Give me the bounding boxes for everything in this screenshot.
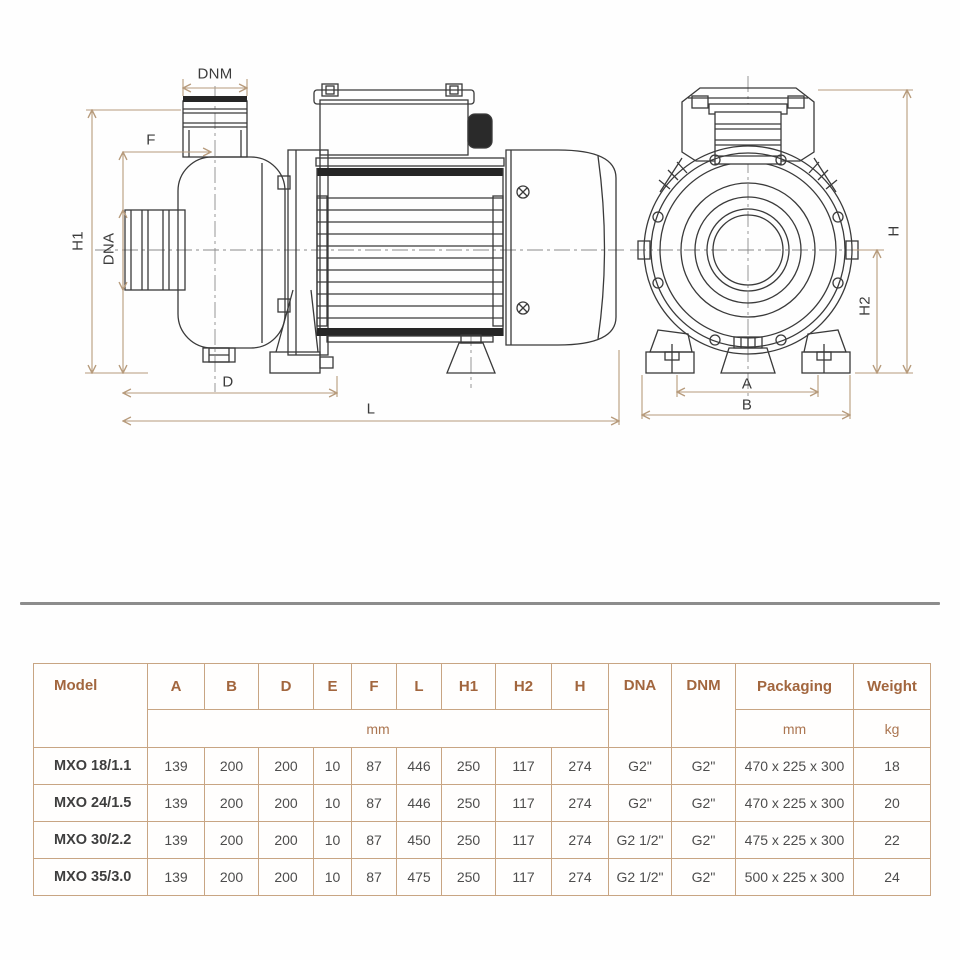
cell-packaging: 475 x 225 x 300	[736, 822, 854, 859]
col-header-a: A	[148, 664, 205, 710]
cell-weight: 18	[854, 748, 931, 785]
cell-d: 200	[259, 822, 314, 859]
cell-h: 274	[552, 748, 609, 785]
cell-dna: G2"	[609, 785, 672, 822]
col-header-model: Model	[34, 664, 148, 748]
cell-l: 450	[397, 822, 442, 859]
cell-d: 200	[259, 859, 314, 896]
cell-weight: 20	[854, 785, 931, 822]
cell-b: 200	[205, 748, 259, 785]
table-row	[34, 785, 931, 822]
cell-dna: G2 1/2"	[609, 822, 672, 859]
cell-l: 446	[397, 785, 442, 822]
cell-h2: 117	[496, 822, 552, 859]
pump-casing	[178, 157, 285, 362]
table-row	[34, 748, 931, 785]
cell-b: 200	[205, 822, 259, 859]
col-header-h2: H2	[496, 664, 552, 710]
section-divider	[20, 602, 940, 605]
side-view	[125, 84, 616, 373]
cell-dnm: G2"	[672, 859, 736, 896]
cell-h: 274	[552, 859, 609, 896]
col-header-d: D	[259, 664, 314, 710]
cell-h: 274	[552, 822, 609, 859]
dim-label-dnm: DNM	[197, 65, 233, 83]
cell-weight: 24	[854, 859, 931, 896]
cell-b: 200	[205, 785, 259, 822]
cell-model: MXO 35/3.0	[34, 859, 148, 896]
unit-dimensions: mm	[148, 710, 609, 748]
cell-f: 87	[352, 748, 397, 785]
dim-label-a: A	[741, 375, 753, 393]
cell-d: 200	[259, 748, 314, 785]
cell-dnm: G2"	[672, 785, 736, 822]
col-header-b: B	[205, 664, 259, 710]
cell-e: 10	[314, 785, 352, 822]
table-row	[34, 859, 931, 896]
cell-h1: 250	[442, 748, 496, 785]
cell-h1: 250	[442, 822, 496, 859]
cell-h2: 117	[496, 785, 552, 822]
cell-dnm: G2"	[672, 748, 736, 785]
dim-label-f: F	[146, 131, 156, 149]
dim-label-d: D	[222, 373, 234, 391]
cell-f: 87	[352, 859, 397, 896]
unit-packaging: mm	[736, 710, 854, 748]
table-row	[34, 822, 931, 859]
col-header-weight: Weight	[854, 664, 931, 710]
cell-model: MXO 30/2.2	[34, 822, 148, 859]
col-header-h: H	[552, 664, 609, 710]
col-header-packaging: Packaging	[736, 664, 854, 710]
dim-label-h2: H2	[856, 296, 874, 316]
cell-h2: 117	[496, 859, 552, 896]
cell-model: MXO 18/1.1	[34, 748, 148, 785]
cell-d: 200	[259, 785, 314, 822]
cell-h: 274	[552, 785, 609, 822]
fan-cover	[506, 150, 616, 345]
cell-dna: G2"	[609, 748, 672, 785]
header-row	[34, 664, 931, 710]
dim-label-h1: H1	[69, 231, 87, 251]
cell-dna: G2 1/2"	[609, 859, 672, 896]
dimensions-table	[33, 663, 931, 896]
unit-weight: kg	[854, 710, 931, 748]
cell-a: 139	[148, 748, 205, 785]
dim-label-l: L	[366, 400, 376, 418]
cell-a: 139	[148, 822, 205, 859]
col-header-l: L	[397, 664, 442, 710]
cell-a: 139	[148, 785, 205, 822]
dim-label-h: H	[885, 225, 903, 237]
cell-h1: 250	[442, 859, 496, 896]
cell-a: 139	[148, 859, 205, 896]
cell-h1: 250	[442, 785, 496, 822]
dim-label-dna: DNA	[100, 232, 118, 266]
cell-e: 10	[314, 859, 352, 896]
discharge-port-front	[709, 104, 787, 164]
cell-h2: 117	[496, 748, 552, 785]
dim-label-b: B	[741, 396, 753, 414]
cell-packaging: 470 x 225 x 300	[736, 748, 854, 785]
units-row	[34, 710, 931, 748]
col-header-dna: DNA	[609, 664, 672, 748]
col-header-f: F	[352, 664, 397, 710]
cell-e: 10	[314, 748, 352, 785]
cell-f: 87	[352, 822, 397, 859]
cell-f: 87	[352, 785, 397, 822]
cell-model: MXO 24/1.5	[34, 785, 148, 822]
cell-packaging: 500 x 225 x 300	[736, 859, 854, 896]
cell-l: 446	[397, 748, 442, 785]
cell-l: 475	[397, 859, 442, 896]
cell-b: 200	[205, 859, 259, 896]
col-header-e: E	[314, 664, 352, 710]
cell-e: 10	[314, 822, 352, 859]
support-bracket	[270, 150, 333, 373]
col-header-dnm: DNM	[672, 664, 736, 748]
col-header-h1: H1	[442, 664, 496, 710]
cell-dnm: G2"	[672, 822, 736, 859]
terminal-box	[314, 84, 492, 155]
cell-packaging: 470 x 225 x 300	[736, 785, 854, 822]
cell-weight: 22	[854, 822, 931, 859]
